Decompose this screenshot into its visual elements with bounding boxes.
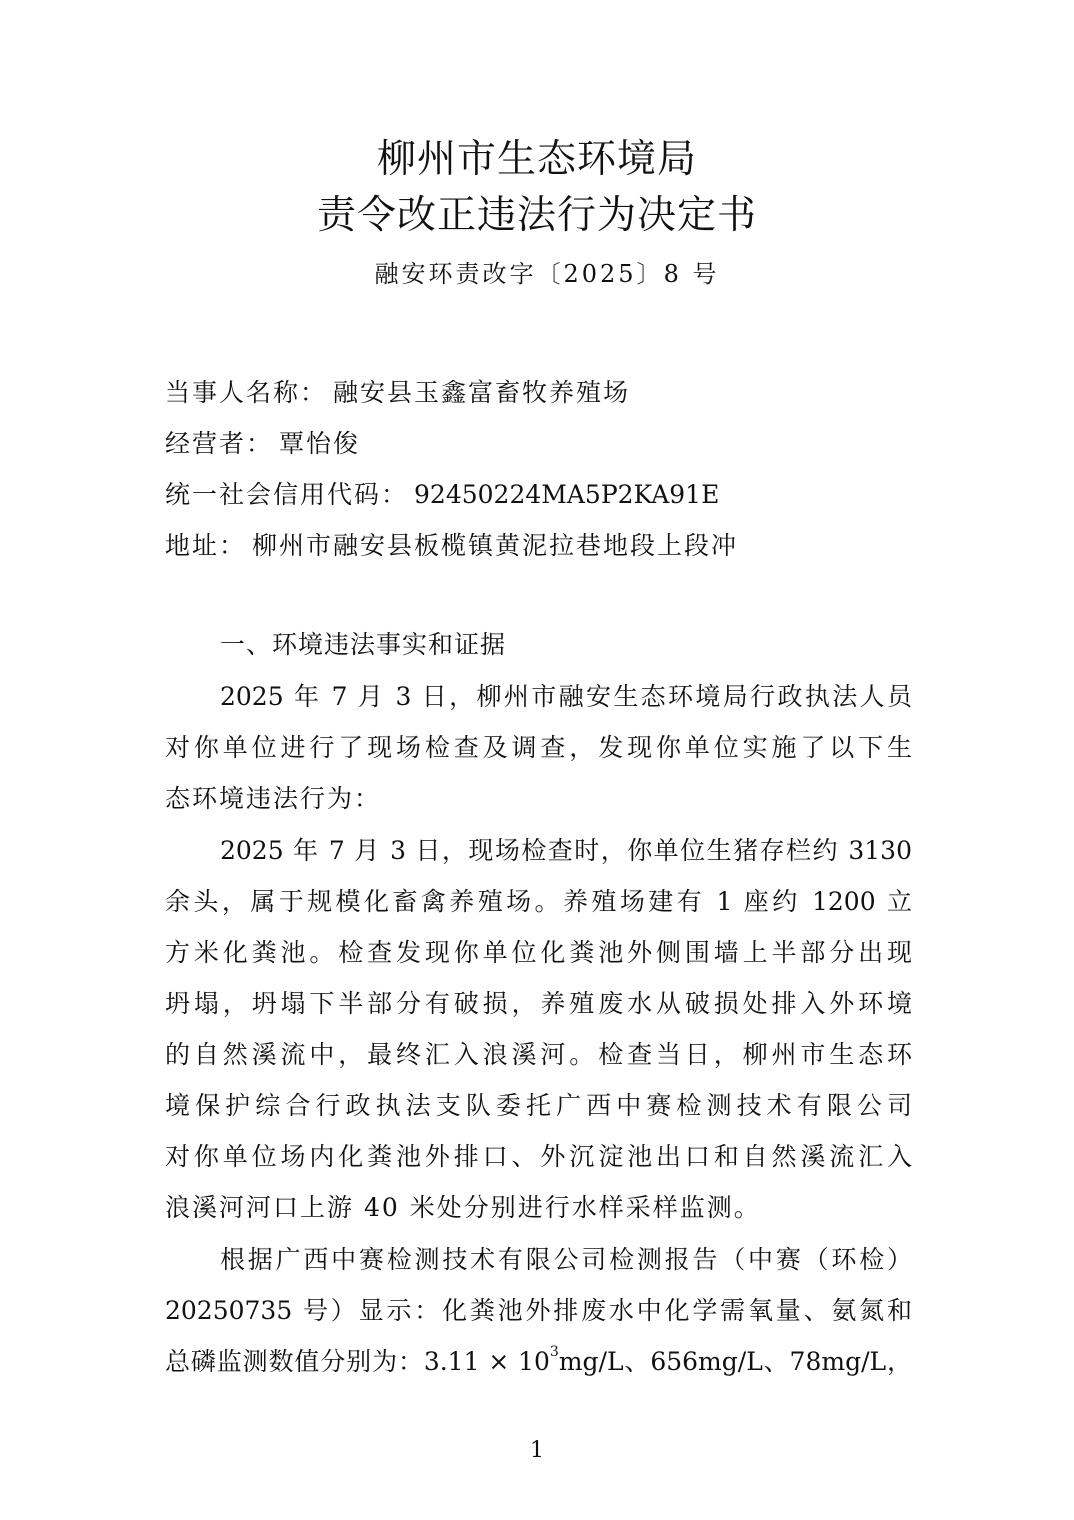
page-number: 1 (530, 1438, 544, 1463)
paragraph-line: 对你单位进行了现场检查及调查，发现你单位实施了以下生 (165, 733, 912, 762)
paragraph-line: 的自然溪流中，最终汇入浪溪河。检查当日，柳州市生态环 (165, 1040, 912, 1069)
operator-label: 经营者： (165, 429, 274, 458)
section-heading: 一、环境违法事实和证据 (220, 630, 507, 659)
party-name-label: 当事人名称： (165, 378, 328, 407)
address-row (165, 533, 738, 558)
paragraph-line: 2025 年 7 月 3 日，现场检查时，你单位生猪存栏约 3130 (220, 836, 912, 865)
paragraph-line: 方米化粪池。检查发现你单位化粪池外侧围墙上半部分出现 (165, 938, 912, 967)
credit-code-label: 统一社会信用代码： (165, 480, 409, 509)
party-name-row (165, 380, 630, 405)
paragraph-line: 根据广西中赛检测技术有限公司检测报告（中赛（环检） (220, 1245, 912, 1274)
address-label: 地址： (165, 531, 247, 560)
paragraph-line: 对你单位场内化粪池外排口、外沉淀池出口和自然溪流汇入 (165, 1142, 912, 1171)
paragraph-line: 余头，属于规模化畜禽养殖场。养殖场建有 1 座约 1200 立 (165, 887, 912, 916)
credit-code-row (165, 482, 719, 507)
document-number: 融安环责改字〔2025〕8 号 (374, 260, 720, 288)
paragraph-line: 坍塌，坍塌下半部分有破损，养殖废水从破损处排入外环境 (165, 989, 912, 1018)
document-title: 责令改正违法行为决定书 (316, 193, 757, 238)
paragraph-line-measurements (165, 1344, 912, 1376)
operator-value: 覃怡俊 (279, 429, 361, 458)
paragraph-line: 20250735 号）显示：化粪池外排废水中化学需氧量、氨氮和 (165, 1296, 912, 1325)
party-name-value: 融安县玉鑫富畜牧养殖场 (333, 378, 631, 407)
credit-code-value: 92450224MA5P2KA91E (414, 480, 720, 509)
paragraph-line: 浪溪河河口上游 40 米处分别进行水样采样监测。 (165, 1193, 761, 1222)
measurement-text-end: mg/L、656mg/L、78mg/L， (558, 1347, 912, 1376)
document-title-agency: 柳州市生态环境局 (376, 137, 697, 182)
paragraph-line: 境保护综合行政执法支队委托广西中赛检测技术有限公司 (165, 1091, 912, 1120)
operator-row (165, 431, 360, 456)
paragraph-line: 态环境违法行为： (165, 784, 382, 813)
address-value: 柳州市融安县板榄镇黄泥拉巷地段上段冲 (252, 531, 739, 560)
measurement-text-start: 总磷监测数值分别为：3.11 × 10 (165, 1347, 550, 1376)
exponent: 3 (549, 1344, 559, 1360)
paragraph-line: 2025 年 7 月 3 日，柳州市融安生态环境局行政执法人员 (220, 682, 912, 711)
